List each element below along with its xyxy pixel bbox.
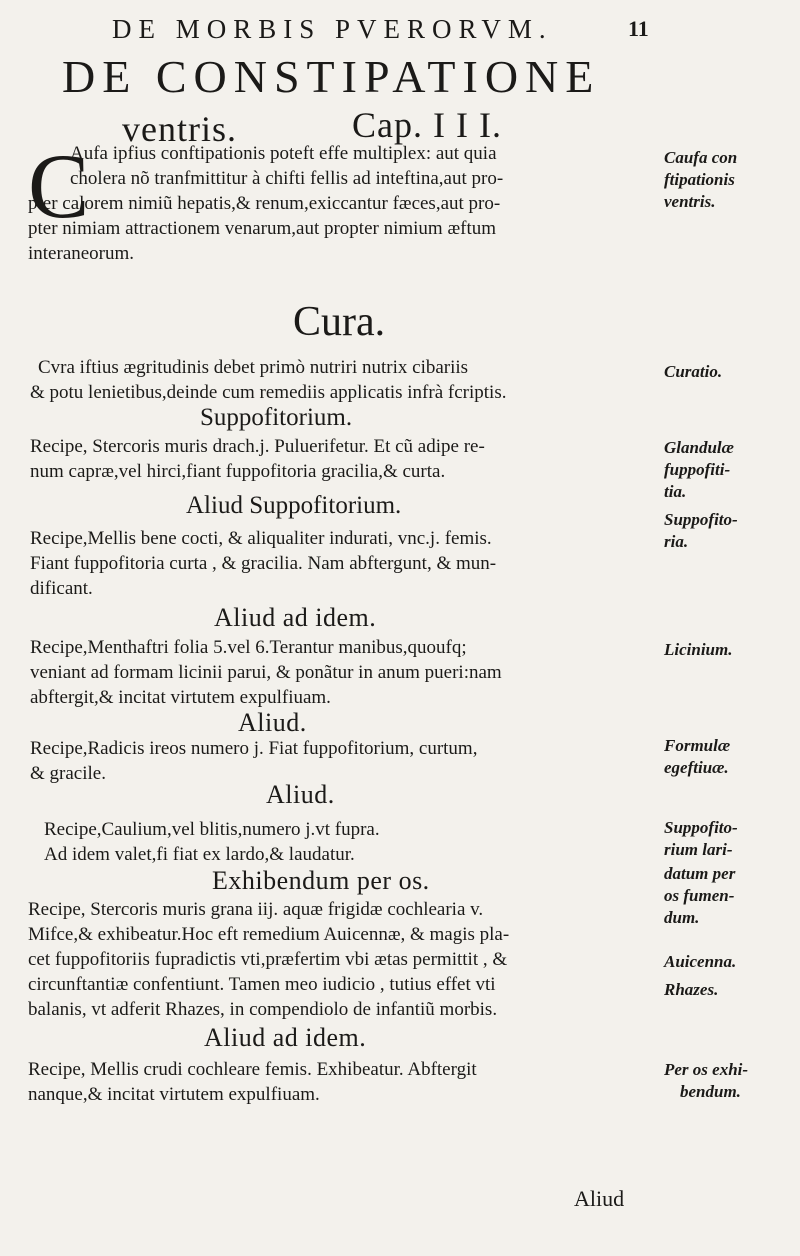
margin-note: os fumen- [664, 886, 735, 905]
section-heading: Cura. [293, 299, 386, 345]
text-line: Fiant fuppofitoria curta , & gracilia. Nam abftergunt, & mun- [30, 553, 497, 574]
text-line: pter calorem nimiũ hepatis,& renum,exiccantur fæces,aut pro- [28, 193, 501, 214]
text-line: cet fuppofitoriis fupradictis vti,præfertim vbi ætas permittit , & [28, 949, 508, 970]
margin-note: Suppofito- [664, 818, 738, 837]
recipe-heading: Aliud Suppofitorium. [186, 492, 402, 519]
text-line: Ad idem valet,fi fiat ex lardo,& laudatur. [44, 844, 355, 865]
text-line: Recipe,Radicis ireos numero j. Fiat fuppofitorium, curtum, [30, 738, 478, 759]
margin-note: tia. [664, 482, 687, 501]
text-line: Recipe, Stercoris muris grana iij. aquæ frigidæ cochlearia v. [28, 899, 484, 920]
running-head: DE MORBIS PVERORVM. [112, 14, 553, 44]
margin-note: Per os exhi- [664, 1060, 749, 1079]
text-line: & gracile. [30, 763, 106, 784]
text-line: Recipe,Caulium,vel blitis,numero j.vt fupra. [44, 819, 380, 840]
margin-note: Formulæ [664, 736, 731, 755]
text-line: balanis, vt adferit Rhazes, in compendiolo de infantiũ morbis. [28, 999, 498, 1020]
text-line: Mifce,& exhibeatur.Hoc eft remedium Auicennæ, & magis pla- [28, 924, 510, 945]
page-number: 11 [628, 16, 649, 41]
catchword: Aliud [574, 1186, 625, 1211]
drop-cap: C [28, 135, 90, 237]
text-line: Cvra iftius ægritudinis debet primò nutriri nutrix cibariis [38, 357, 469, 378]
text-line: Recipe, Mellis crudi cochleare femis. Exhibeatur. Abftergit [28, 1059, 477, 1080]
recipe-heading: Exhibendum per os. [212, 866, 430, 895]
text-line: nanque,& incitat virtutem expulfiuam. [28, 1084, 320, 1105]
margin-note: ftipationis [664, 170, 735, 189]
text-line: pter nimiam attractionem venarum,aut propter nimium æftum [28, 218, 497, 239]
margin-note: Curatio. [664, 362, 723, 381]
margin-note: Auicenna. [664, 952, 737, 971]
recipe-heading: Aliud. [238, 708, 307, 737]
text-line: circunftantiæ confentiunt. Tamen meo iudicio , tutius effet vti [28, 974, 496, 995]
text-line: veniant ad formam licinii parui, & ponãtur in anum pueri:nam [30, 662, 502, 683]
margin-note: Glandulæ [664, 438, 734, 457]
text-line: Recipe, Stercoris muris drach.j. Puluerifetur. Et cũ adipe re- [30, 436, 485, 457]
text-line: num capræ,vel hirci,fiant fuppofitoria gracilia,& curta. [30, 461, 446, 482]
chapter-title: DE CONSTIPATIONE [62, 51, 601, 102]
recipe-heading: Aliud. [266, 780, 335, 809]
margin-note: ventris. [664, 192, 716, 211]
margin-note: Caufa con [664, 148, 738, 167]
text-line: Recipe,Mellis bene cocti, & aliqualiter indurati, vnc.j. femis. [30, 528, 492, 549]
text-line: Recipe,Menthaftri folia 5.vel 6.Terantur manibus,quoufq; [30, 637, 467, 658]
margin-note: dum. [664, 908, 700, 927]
margin-note: Suppofito- [664, 510, 738, 529]
recipe-heading: Aliud ad idem. [204, 1023, 367, 1052]
margin-note: datum per [664, 864, 736, 883]
text-line: interaneorum. [28, 243, 135, 264]
margin-note: Licinium. [664, 640, 733, 659]
chapter-number: Cap. I I I. [352, 105, 502, 145]
margin-note: Rhazes. [664, 980, 719, 999]
margin-note: fuppofiti- [664, 460, 731, 479]
margin-note: ria. [664, 532, 689, 551]
margin-note: egeftiuæ. [664, 758, 729, 777]
text-line: & potu lenietibus,deinde cum remediis applicatis infrà fcriptis. [30, 382, 507, 403]
chapter-title-continued: ventris. [122, 109, 237, 149]
recipe-heading: Suppofitorium. [200, 404, 353, 431]
margin-note: bendum. [680, 1082, 741, 1101]
text-line: dificant. [30, 578, 93, 599]
text-line: abftergit,& incitat virtutem expulfiuam. [30, 687, 331, 708]
margin-note: rium lari- [664, 840, 733, 859]
text-line: Aufa ipfius conftipationis poteft effe multiplex: aut quia [70, 143, 497, 164]
text-line: cholera nõ tranfmittitur à chifti fellis ad inteftina,aut pro- [70, 168, 504, 189]
recipe-heading: Aliud ad idem. [214, 603, 377, 632]
